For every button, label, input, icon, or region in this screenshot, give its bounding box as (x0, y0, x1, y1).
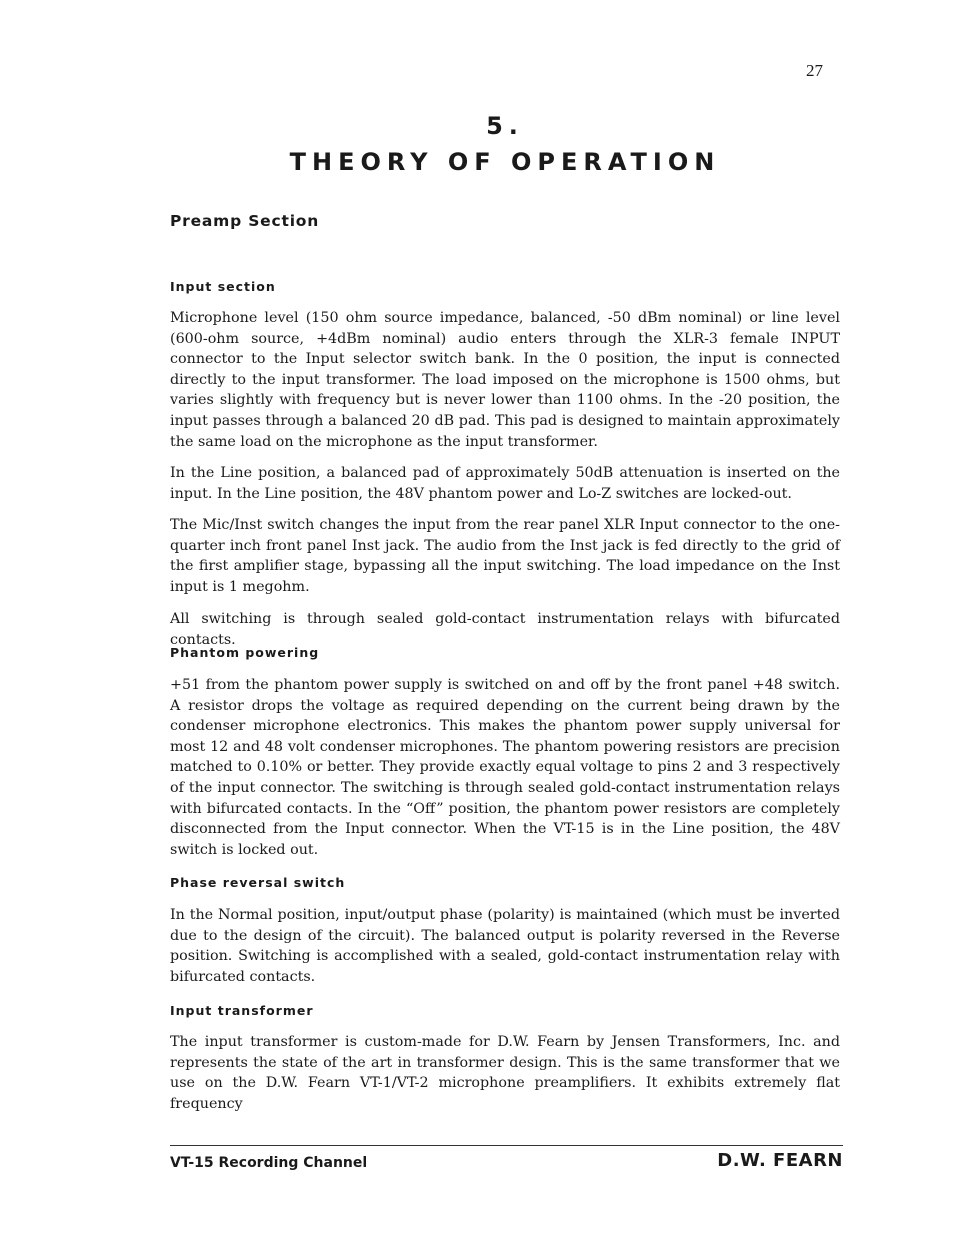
subhead-phantom-powering: Phantom powering (170, 645, 320, 660)
subhead-phase-reversal: Phase reversal switch (170, 875, 346, 890)
footer-rule (170, 1145, 843, 1146)
footer-brand: D.W. FEARN (717, 1150, 843, 1171)
paragraph: +51 from the phantom power supply is switched on and off by the front panel +48 switch. A resistor drops the voltage as required depending on the current being drawn by the condenser microphone electronics. This makes the phantom power supply universal for most 12 and 48 volt condenser microphones. The phantom powering resistors are precision matched to 0.10% or better. They provide exactly equal voltage to pins 2 and 3 respectively of the input connector. The switching is through sealed gold-contact instrumentation relays with bifurcated contacts. In the “Off” position, the phantom power resistors are completely disconnected from the Input connector. When the VT-15 is in the Line position, the 48V switch is locked out. (170, 677, 840, 858)
paragraph: In the Line position, a balanced pad of approximately 50dB attenuation is inserted on the input. In the Line position, the 48V phantom power and Lo-Z switches are locked-out. (170, 465, 840, 502)
paragraph: The input transformer is custom-made for D.W. Fearn by Jensen Transformers, Inc. and represents the state of the art in transformer design. This is the same transformer that we use on the D.W. Fearn VT-1/VT-2 microphone preamplifiers. It exhibits extremely flat frequency (170, 1034, 840, 1112)
page-number: 27 (806, 61, 823, 80)
paragraph: In the Normal position, input/output phase (polarity) is maintained (which must be inverted due to the design of the circuit). The balanced output is polarity reversed in the Reverse position. Switching is accomplished with a sealed, gold-contact instrumentation relay with bifurcated contacts. (170, 907, 840, 985)
subhead-input-transformer: Input transformer (170, 1003, 314, 1018)
section-title: Preamp Section (170, 212, 320, 230)
paragraph: All switching is through sealed gold-contact instrumentation relays with bifurcated contacts. (170, 611, 840, 648)
footer-product-name: VT-15 Recording Channel (170, 1155, 368, 1171)
paragraph: Microphone level (150 ohm source impedance, balanced, -50 dBm nominal) or line level (600-ohm source, +4dBm nominal) audio enters through the XLR-3 female INPUT connector to the Input selector switch bank. In the 0 position, the input is connected directly to the input transformer. The load imposed on the microphone is 1500 ohms, but varies slightly with frequency but is never lower than 1100 ohms. In the -20 position, the input passes through a balanced 20 dB pad. This pad is designed to maintain approximately the same load on the microphone as the input transformer. (170, 310, 840, 450)
subhead-input-section: Input section (170, 279, 276, 294)
chapter-number: 5. (486, 112, 524, 140)
chapter-heading (0, 108, 954, 180)
paragraph: The Mic/Inst switch changes the input from the rear panel XLR Input connector to the one-quarter inch front panel Inst jack. The audio from the Inst jack is fed directly to the grid of the first amplifier stage, bypassing all the input switching. The load impedance on the Inst input is 1 megohm. (170, 517, 840, 595)
chapter-title: THEORY OF OPERATION (289, 148, 721, 176)
